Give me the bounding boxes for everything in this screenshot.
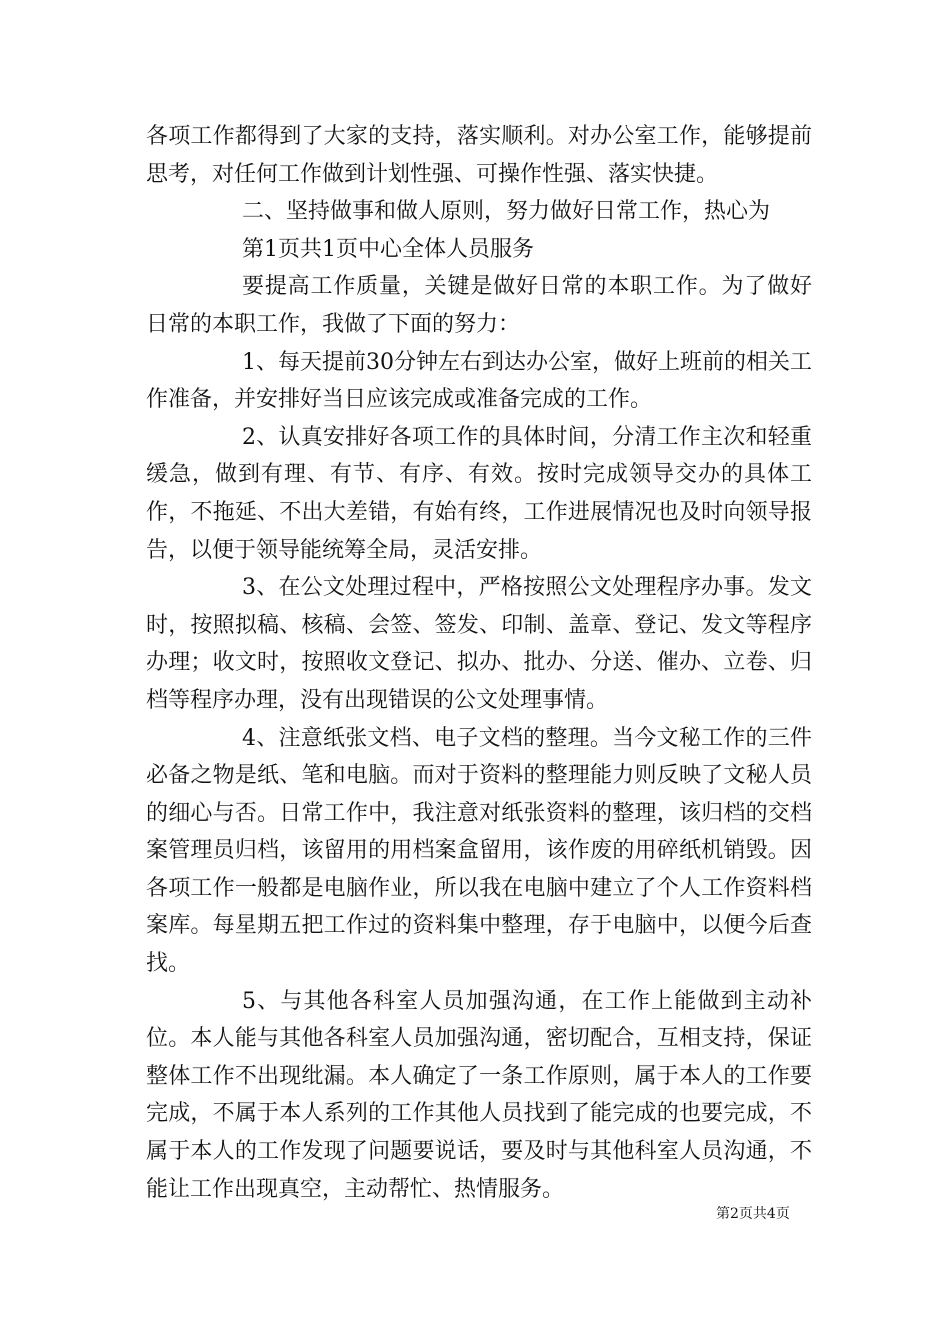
paragraph-item-5: 5、与其他各科室人员加强沟通，在工作上能做到主动补位。本人能与其他各科室人员加强沟通，密切配合，互相支持，保证整体工作不出现纰漏。本人确定了一条工作原则，属于本人的工作要完成，不属于本人系列的工作其他人员找到了能完成的也要完成，不属于本人的工作发现了问题要说话，要及时与其他科室人员沟通，不能让工作出现真空，主动帮忙、热情服务。 (146, 988, 812, 1202)
document-body (146, 118, 812, 1208)
section-heading-continuation: 第1页共1页中心全体人员服务 (242, 236, 534, 262)
paragraph-item-4: 4、注意纸张文档、电子文档的整理。当今文秘工作的三件必备之物是纸、笔和电脑。而对于资料的整理能力则反映了文秘人员的细心与否。日常工作中，我注意对纸张资料的整理，该归档的交档案管理员归档，该留用的用档案盒留用，该作废的用碎纸机销毁。因各项工作一般都是电脑作业，所以我在电脑中建立了个人工作资料档案库。每星期五把工作过的资料集中整理，存于电脑中，以便今后查找。 (146, 725, 812, 977)
paragraph-item-1: 1、每天提前30分钟左右到达办公室，做好上班前的相关工作准备，并安排好当日应该完成或准备完成的工作。 (146, 349, 812, 413)
paragraph-item-3: 3、在公文处理过程中，严格按照公文处理程序办事。发文时，按照拟稿、核稿、会签、签发、印制、盖章、登记、发文等程序办理；收文时，按照收文登记、拟办、批办、分送、催办、立卷、归档等程序办理，没有出现错误的公文处理事情。 (146, 575, 812, 713)
paragraph-intro: 要提高工作质量，关键是做好日常的本职工作。为了做好日常的本职工作，我做了下面的努力： (146, 274, 812, 337)
paragraph-item-2: 2、认真安排好各项工作的具体时间，分清工作主次和轻重缓急，做到有理、有节、有序、有效。按时完成领导交办的具体工作，不拖延、不出大差错，有始有终，工作进展情况也及时向领导报告，以便于领导能统筹全局，灵活安排。 (146, 424, 812, 563)
section-heading: 二、坚持做事和做人原则，努力做好日常工作，热心为 (242, 199, 771, 225)
paragraph-continuation: 各项工作都得到了大家的支持，落实顺利。对办公室工作，能够提前思考，对任何工作做到计划性强、可操作性强、落实快捷。 (146, 124, 812, 187)
page-footer: 第2页共4页 (716, 1206, 790, 1222)
